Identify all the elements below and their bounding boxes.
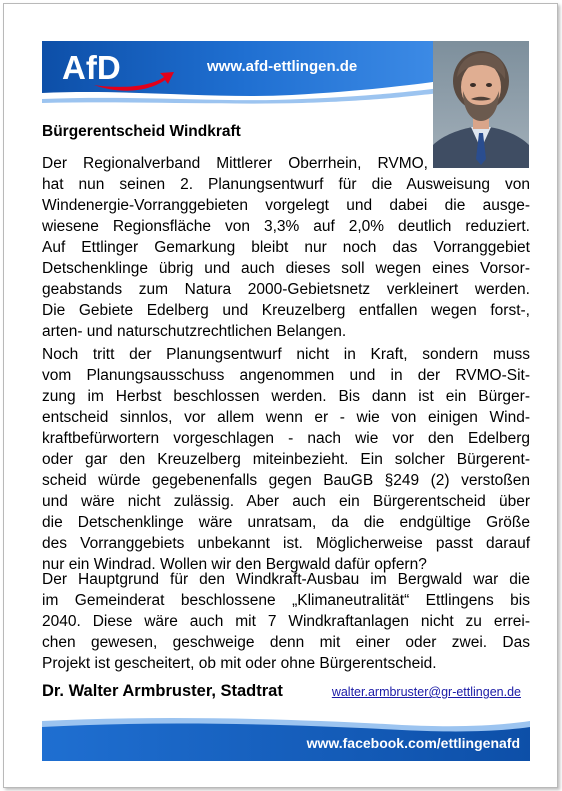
afd-logo: AfD bbox=[62, 49, 121, 86]
article-title: Bürgerentscheid Windkraft bbox=[42, 123, 241, 140]
text-line: vom Planungsausschuss angenommen und in der RVMO-Sit- bbox=[42, 367, 530, 384]
flyer-card bbox=[3, 3, 558, 788]
text-line: geabstands zum Natura 2000-Gebietsnetz verkleinert werden. bbox=[42, 281, 530, 298]
text-line: oder gar den Kreuzelberg miteinbezieht. Ein solcher Bürgerent- bbox=[42, 451, 530, 468]
text-line: im Gemeinderat beschlossene „Klimaneutralität“ Ettlingens bis bbox=[42, 592, 530, 609]
text-line: scheid würde gegebenenfalls gegen BauGB §249 (2) verstoßen bbox=[42, 472, 530, 489]
text-line: Die Gebiete Edelberg und Kreuzelberg entfallen wegen forst-, bbox=[42, 302, 530, 319]
paragraph-2 bbox=[42, 344, 530, 575]
text-line: nur ein Windrad. Wollen wir den Bergwald dafür opfern? bbox=[42, 556, 427, 573]
header-website[interactable]: www.afd-ettlingen.de bbox=[207, 58, 358, 75]
text-line: des Vorranggebiets unbekannt ist. Möglicherweise passt darauf bbox=[42, 535, 530, 552]
header-banner bbox=[42, 41, 440, 105]
text-line: hat nun seinen 2. Planungsentwurf für die Ausweisung von bbox=[42, 176, 530, 193]
text-line: arten- und naturschutzrechtlichen Belangen. bbox=[42, 323, 347, 340]
text-line: 2040. Diese wäre auch mit 7 Windkraftanlagen nicht zu errei- bbox=[42, 613, 530, 630]
paragraph-3 bbox=[42, 569, 530, 674]
text-line: kraftbefürwortern vorgeschlagen - nach wie vor den Edelberg bbox=[42, 430, 530, 447]
text-line: und wäre nicht zulässig. Aber auch ein Bürgerentscheid über bbox=[42, 493, 530, 510]
text-line: Der Regionalverband Mittlerer Oberrhein, RVMO, bbox=[42, 155, 428, 172]
text-line: Noch tritt der Planungsentwurf nicht in Kraft, sondern muss bbox=[42, 346, 530, 363]
paragraph-1 bbox=[42, 153, 530, 342]
text-line: wiesene Regionsfläche von 3,3% auf 2,0% deutlich reduziert. bbox=[42, 218, 530, 235]
text-line: zung im Herbst beschlossen werden. Bis dann ist ein Bürger- bbox=[42, 388, 530, 405]
text-line: die Detschenklinge wäre unratsam, da die endgültige Größe bbox=[42, 514, 530, 531]
footer-banner bbox=[42, 715, 530, 761]
text-line: Projekt ist gescheitert, ob mit oder ohne Bürgerentscheid. bbox=[42, 655, 437, 672]
author-email-link[interactable]: walter.armbruster@gr-ettlingen.de bbox=[331, 685, 521, 699]
text-line: entscheid sinnlos, vor allem wenn er - wie von einigen Wind- bbox=[42, 409, 530, 426]
portrait-photo bbox=[433, 41, 529, 168]
text-line: Windenergie-Vorranggebieten vorgelegt und dabei die ausge- bbox=[42, 197, 530, 214]
footer-facebook-link[interactable]: www.facebook.com/ettlingenafd bbox=[306, 735, 520, 751]
author-signature: Dr. Walter Armbruster, Stadtrat bbox=[42, 682, 283, 700]
text-line: Auf Ettlinger Gemarkung bleibt nur noch das Vorranggebiet bbox=[42, 239, 530, 256]
text-line: Der Hauptgrund für den Windkraft-Ausbau im Bergwald war die bbox=[42, 571, 530, 588]
text-line: Detschenklinge übrig und auch dieses soll wegen eines Vorsor- bbox=[42, 260, 530, 277]
text-line: chen gewesen, geschweige denn mit einer oder zwei. Das bbox=[42, 634, 530, 651]
